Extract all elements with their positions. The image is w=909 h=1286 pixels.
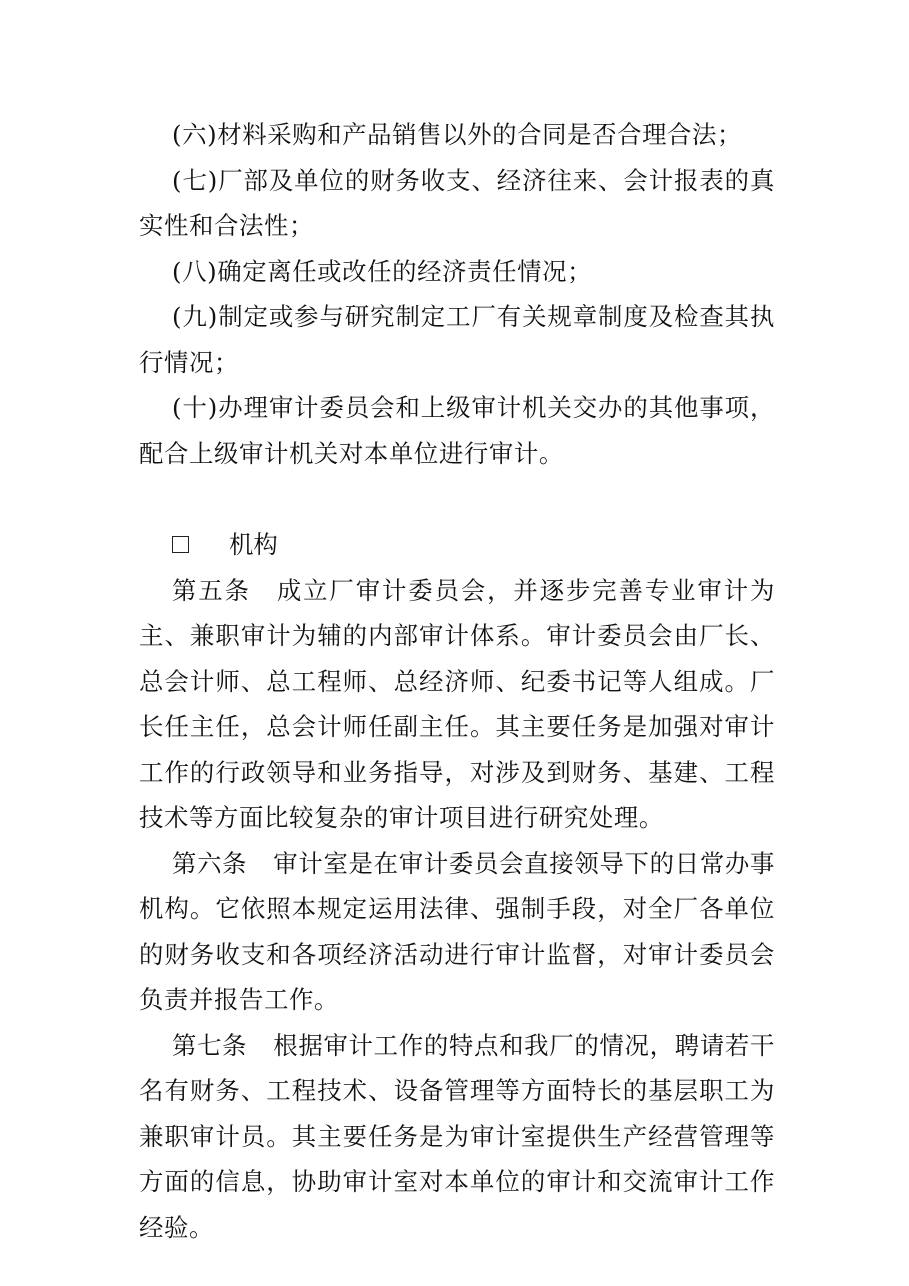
list-item-9: (九)制定或参与研究制定工厂有关规章制度及检查其执行情况；: [139, 302, 775, 377]
section-heading: [139, 522, 775, 568]
article-text: 根据审计工作的特点和我厂的情况，聘请若干名有财务、工程技术、设备管理等方面特长的基层职工为兼职审计员。其主要任务是为审计室提供生产经营管理等方面的信息，协助审计室对本单位的审计和交流审计工作经验。: [139, 1030, 775, 1242]
article-text: 成立厂审计委员会，并逐步完善专业审计为主、兼职审计为辅的内部审计体系。审计委员会由厂长、总会计师、总工程师、总经济师、纪委书记等人组成。厂长任主任，总会计师任副主任。其主要任务是加强对审计工作的行政领导和业务指导，对涉及到财务、基建、工程技术等方面比较复杂的审计项目进行研究处理。: [139, 575, 775, 832]
article-7: [139, 1023, 775, 1251]
article-number: 第五条: [172, 575, 251, 605]
section-spacer: [139, 476, 775, 522]
list-item-8: (八)确定离任或改任的经济责任情况；: [172, 256, 593, 286]
article-5: [139, 568, 775, 841]
article-number: 第七条: [172, 1030, 248, 1060]
article-6: [139, 841, 775, 1023]
document-page: [139, 112, 775, 1250]
list-item-7: (七)厂部及单位的财务收支、经济往来、会计报表的真实性和合法性；: [139, 165, 775, 240]
checkbox-icon: [172, 536, 189, 553]
list-item-6: (六)材料采购和产品销售以外的合同是否合理合法；: [172, 120, 743, 149]
section-title: 机构: [229, 530, 278, 559]
article-number: 第六条: [172, 848, 248, 878]
list-item-10: (十)办理审计委员会和上级审计机关交办的其他事项，配合上级审计机关对本单位进行审计。: [139, 393, 775, 468]
article-text: 审计室是在审计委员会直接领导下的日常办事机构。它依照本规定运用法律、强制手段，对全厂各单位的财务收支和各项经济活动进行审计监督，对审计委员会负责并报告工作。: [139, 848, 775, 1014]
